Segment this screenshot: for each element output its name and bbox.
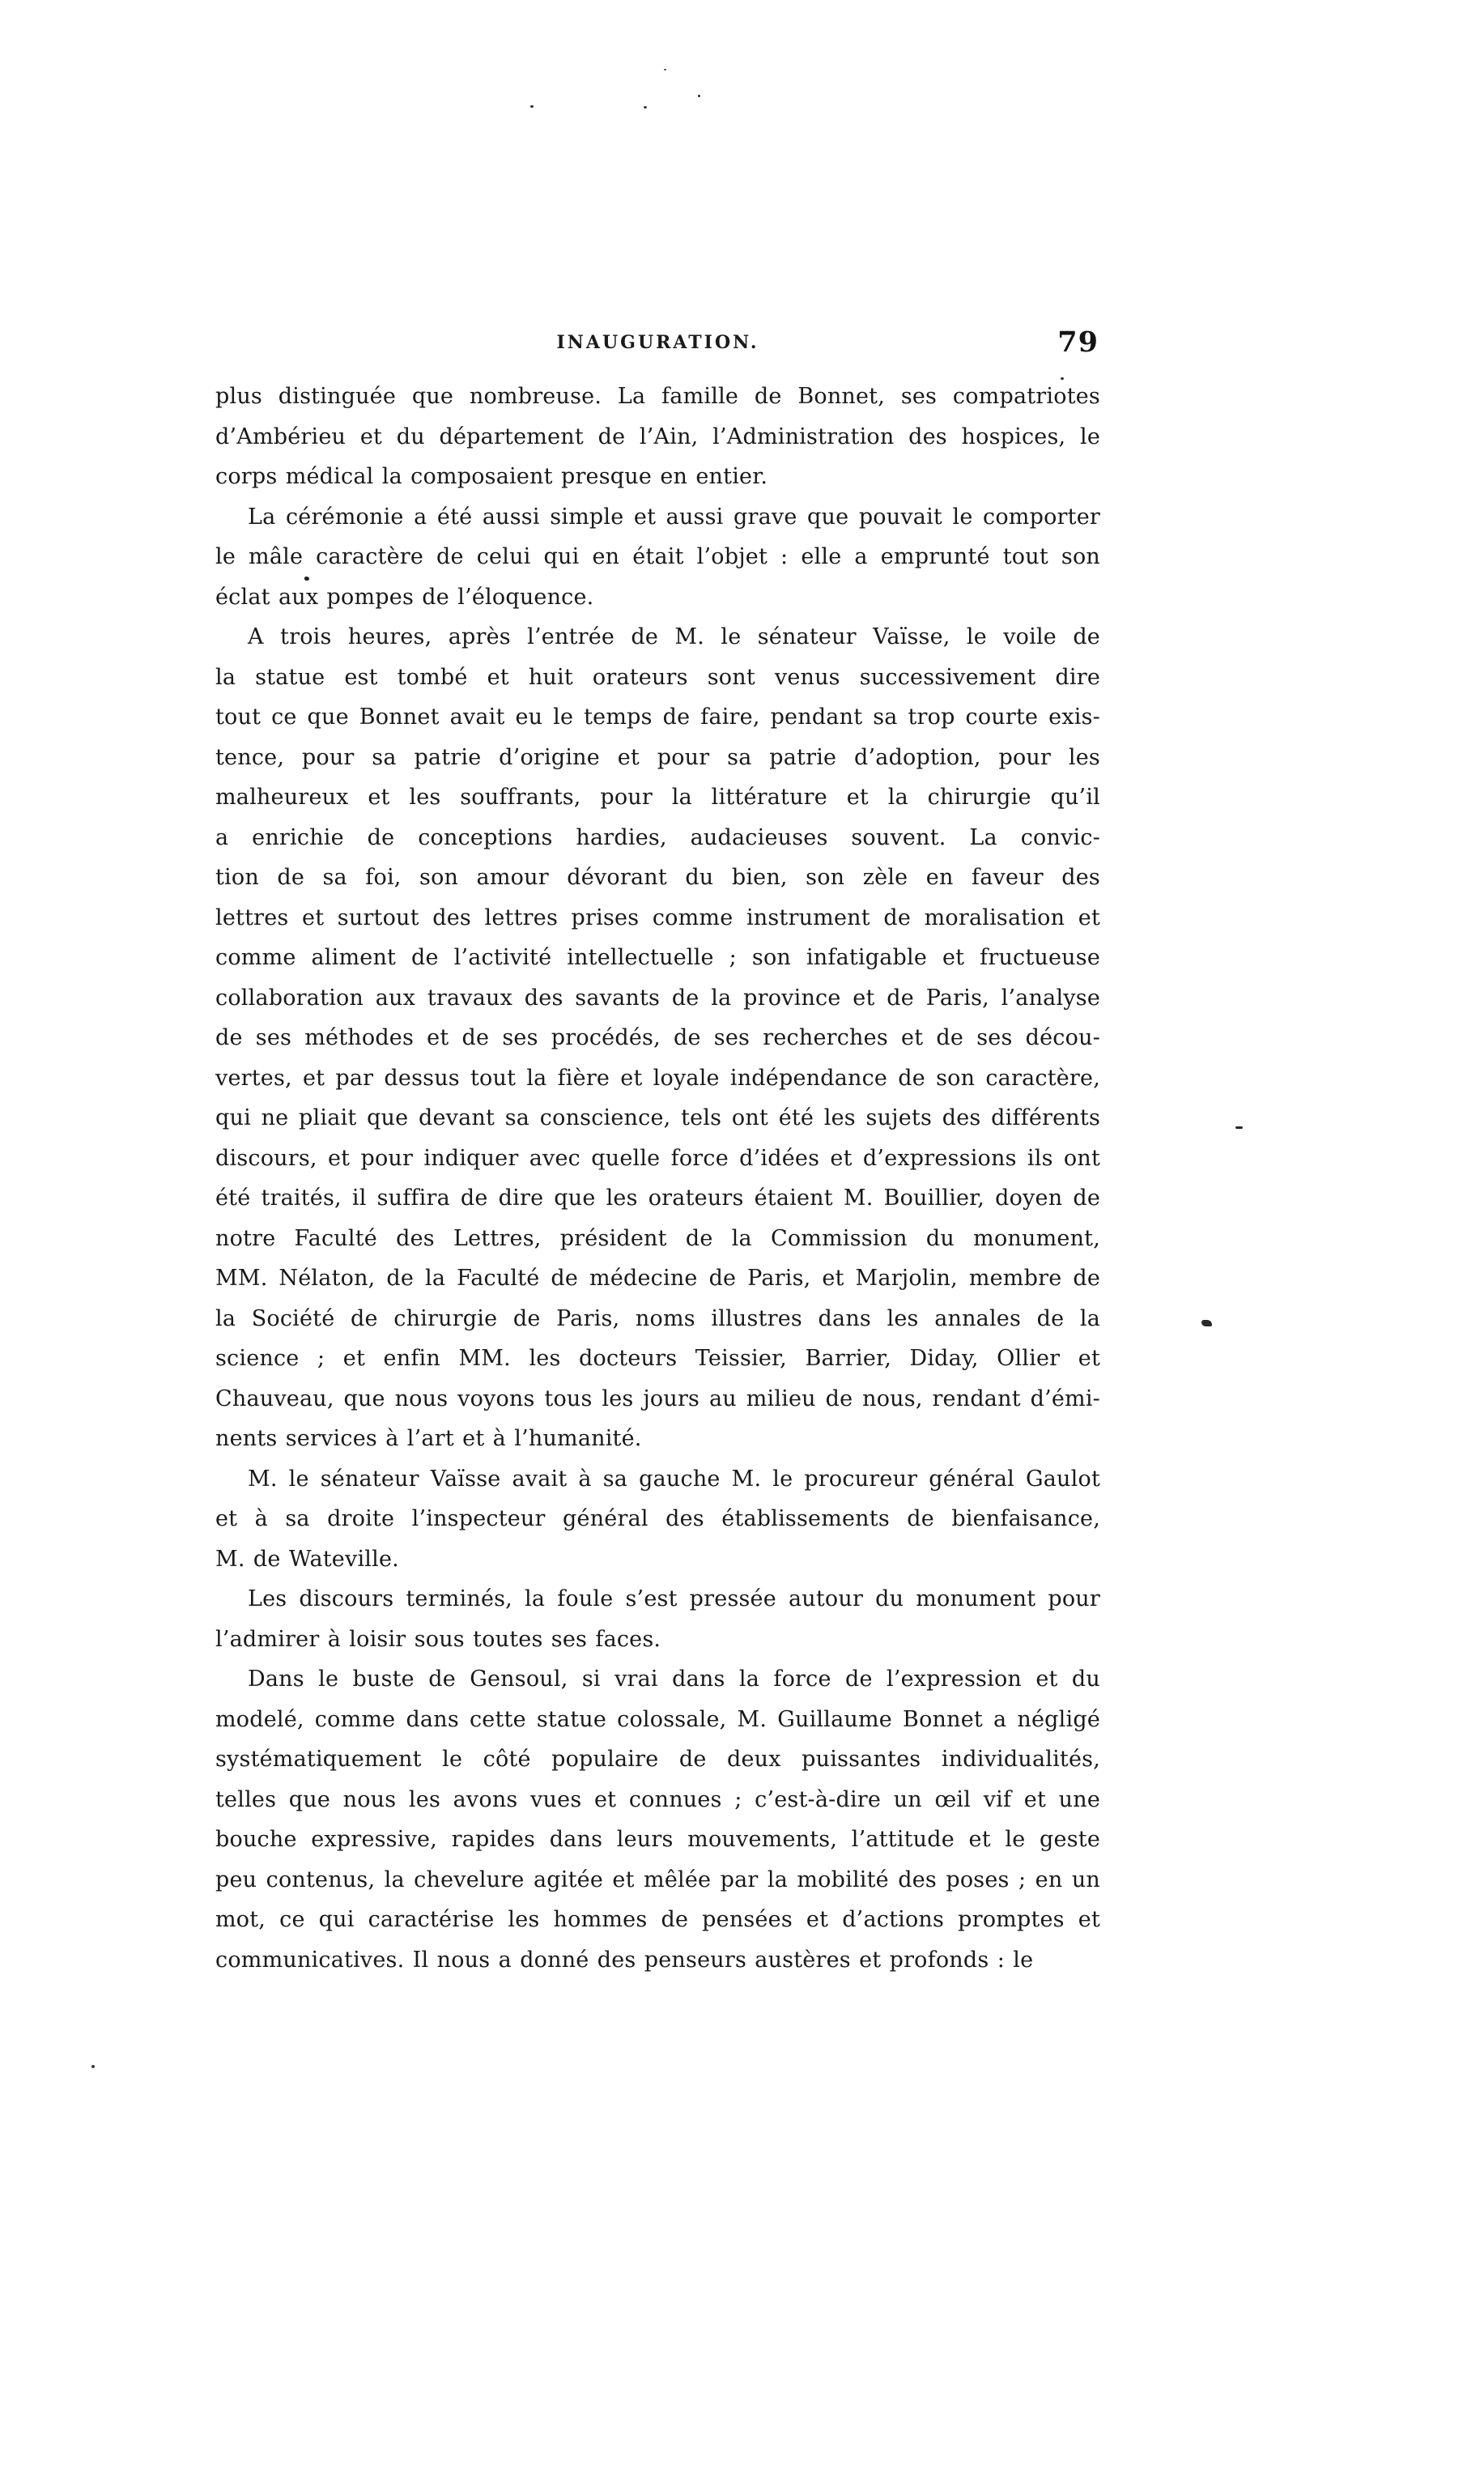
text-line: bouche expressive, rapides dans leurs mouvements, l’attitude et le geste [215,1827,1100,1852]
text-line: et à sa droite l’inspecteur général des établissements de bienfaisance, [215,1506,1100,1531]
text-line: A trois heures, après l’entrée de M. le sénateur Vaïsse, le voile de [248,624,1100,649]
text-line: éclat aux pompes de l’éloquence. [215,584,594,610]
text-line: l’admirer à loisir sous toutes ses faces. [215,1626,661,1652]
text-line: MM. Nélaton, de la Faculté de médecine de Paris, et Marjolin, membre de [215,1266,1100,1291]
text-line: le mâle caractère de celui qui en était l’objet : elle a emprunté tout son [215,544,1100,569]
text-line: telles que nous les avons vues et connues ; c’est-à-dire un œil vif et une [215,1786,1100,1812]
scan-speck [91,2065,95,2068]
paragraph [215,617,1100,1459]
paragraph [215,1659,1100,1980]
running-title: INAUGURATION. [556,332,759,353]
text-line: de ses méthodes et de ses procédés, de ses recherches et de ses décou- [215,1025,1100,1050]
scan-speck [644,106,647,109]
paragraph [215,497,1100,618]
text-line: mot, ce qui caractérise les hommes de pensées et d’actions promptes et [215,1907,1100,1932]
scan-speck [1235,1126,1243,1129]
text-line: science ; et enfin MM. les docteurs Teissier, Barrier, Diday, Ollier et [215,1346,1100,1371]
text-line: Dans le buste de Gensoul, si vrai dans la force de l’expression et du [248,1667,1100,1692]
text-line: vertes, et par dessus tout la fière et loyale indépendance de son caractère, [215,1065,1100,1091]
paragraph [215,1579,1100,1659]
text-line: malheureux et les souffrants, pour la littérature et la chirurgie qu’il [215,785,1100,810]
scan-speck [1201,1320,1212,1326]
text-line: la statue est tombé et huit orateurs sont venus successivement dire [215,664,1100,690]
text-line: collaboration aux travaux des savants de la province et de Paris, l’analyse [215,985,1100,1011]
text-line: M. de Wateville. [215,1546,399,1572]
text-line: la Société de chirurgie de Paris, noms illustres dans les annales de la [215,1305,1100,1331]
text-line: tout ce que Bonnet avait eu le temps de faire, pendant sa trop courte exis- [215,705,1100,730]
text-line: Chauveau, que nous voyons tous les jours au milieu de nous, rendant d’émi- [215,1386,1100,1411]
scan-speck [304,577,309,581]
scan-speck [1061,377,1064,380]
text-line: systématiquement le côté populaire de deux puissantes individualités, [215,1747,1100,1772]
text-line: été traités, il suffira de dire que les orateurs étaient M. Bouillier, doyen de [215,1186,1100,1211]
text-line: a enrichie de conceptions hardies, audacieuses souvent. La convic- [215,824,1100,850]
text-line: plus distinguée que nombreuse. La famille de Bonnet, ses compatriotes [215,384,1100,409]
text-line: d’Ambérieu et du département de l’Ain, l’Administration des hospices, le [215,424,1100,449]
scan-speck [698,95,700,97]
page-number: 79 [1057,326,1099,359]
paragraph [215,1459,1100,1580]
text-line: qui ne pliait que devant sa conscience, tels ont été les sujets des différents [215,1105,1100,1130]
body-text [215,377,1100,1980]
text-line: tion de sa foi, son amour dévorant du bien, son zèle en faveur des [215,865,1100,890]
text-line: lettres et surtout des lettres prises comme instrument de moralisation et [215,905,1100,930]
text-line: discours, et pour indiquer avec quelle force d’idées et d’expressions ils ont [215,1145,1100,1171]
text-line: Les discours terminés, la foule s’est pressée autour du monument pour [248,1586,1100,1611]
text-line: nents services à l’art et à l’humanité. [215,1426,642,1451]
text-line: communicatives. Il nous a donné des penseurs austères et profonds : le [215,1947,1034,1973]
page-header [215,324,1100,372]
paragraph [215,377,1100,497]
text-line: La cérémonie a été aussi simple et aussi grave que pouvait le comporter [248,504,1100,530]
scan-speck [530,105,534,108]
text-line: peu contenus, la chevelure agitée et mêlée par la mobilité des poses ; en un [215,1867,1100,1892]
text-line: M. le sénateur Vaïsse avait à sa gauche M. le procureur général Gaulot [248,1466,1100,1492]
text-line: corps médical la composaient presque en entier. [215,464,768,489]
text-line: comme aliment de l’activité intellectuelle ; son infatigable et fructueuse [215,945,1100,970]
text-line: modelé, comme dans cette statue colossale, M. Guillaume Bonnet a négligé [215,1706,1100,1732]
text-line: notre Faculté des Lettres, président de la Commission du monument, [215,1225,1100,1251]
text-line: tence, pour sa patrie d’origine et pour sa patrie d’adoption, pour les [215,744,1100,770]
scan-speck [664,69,666,70]
